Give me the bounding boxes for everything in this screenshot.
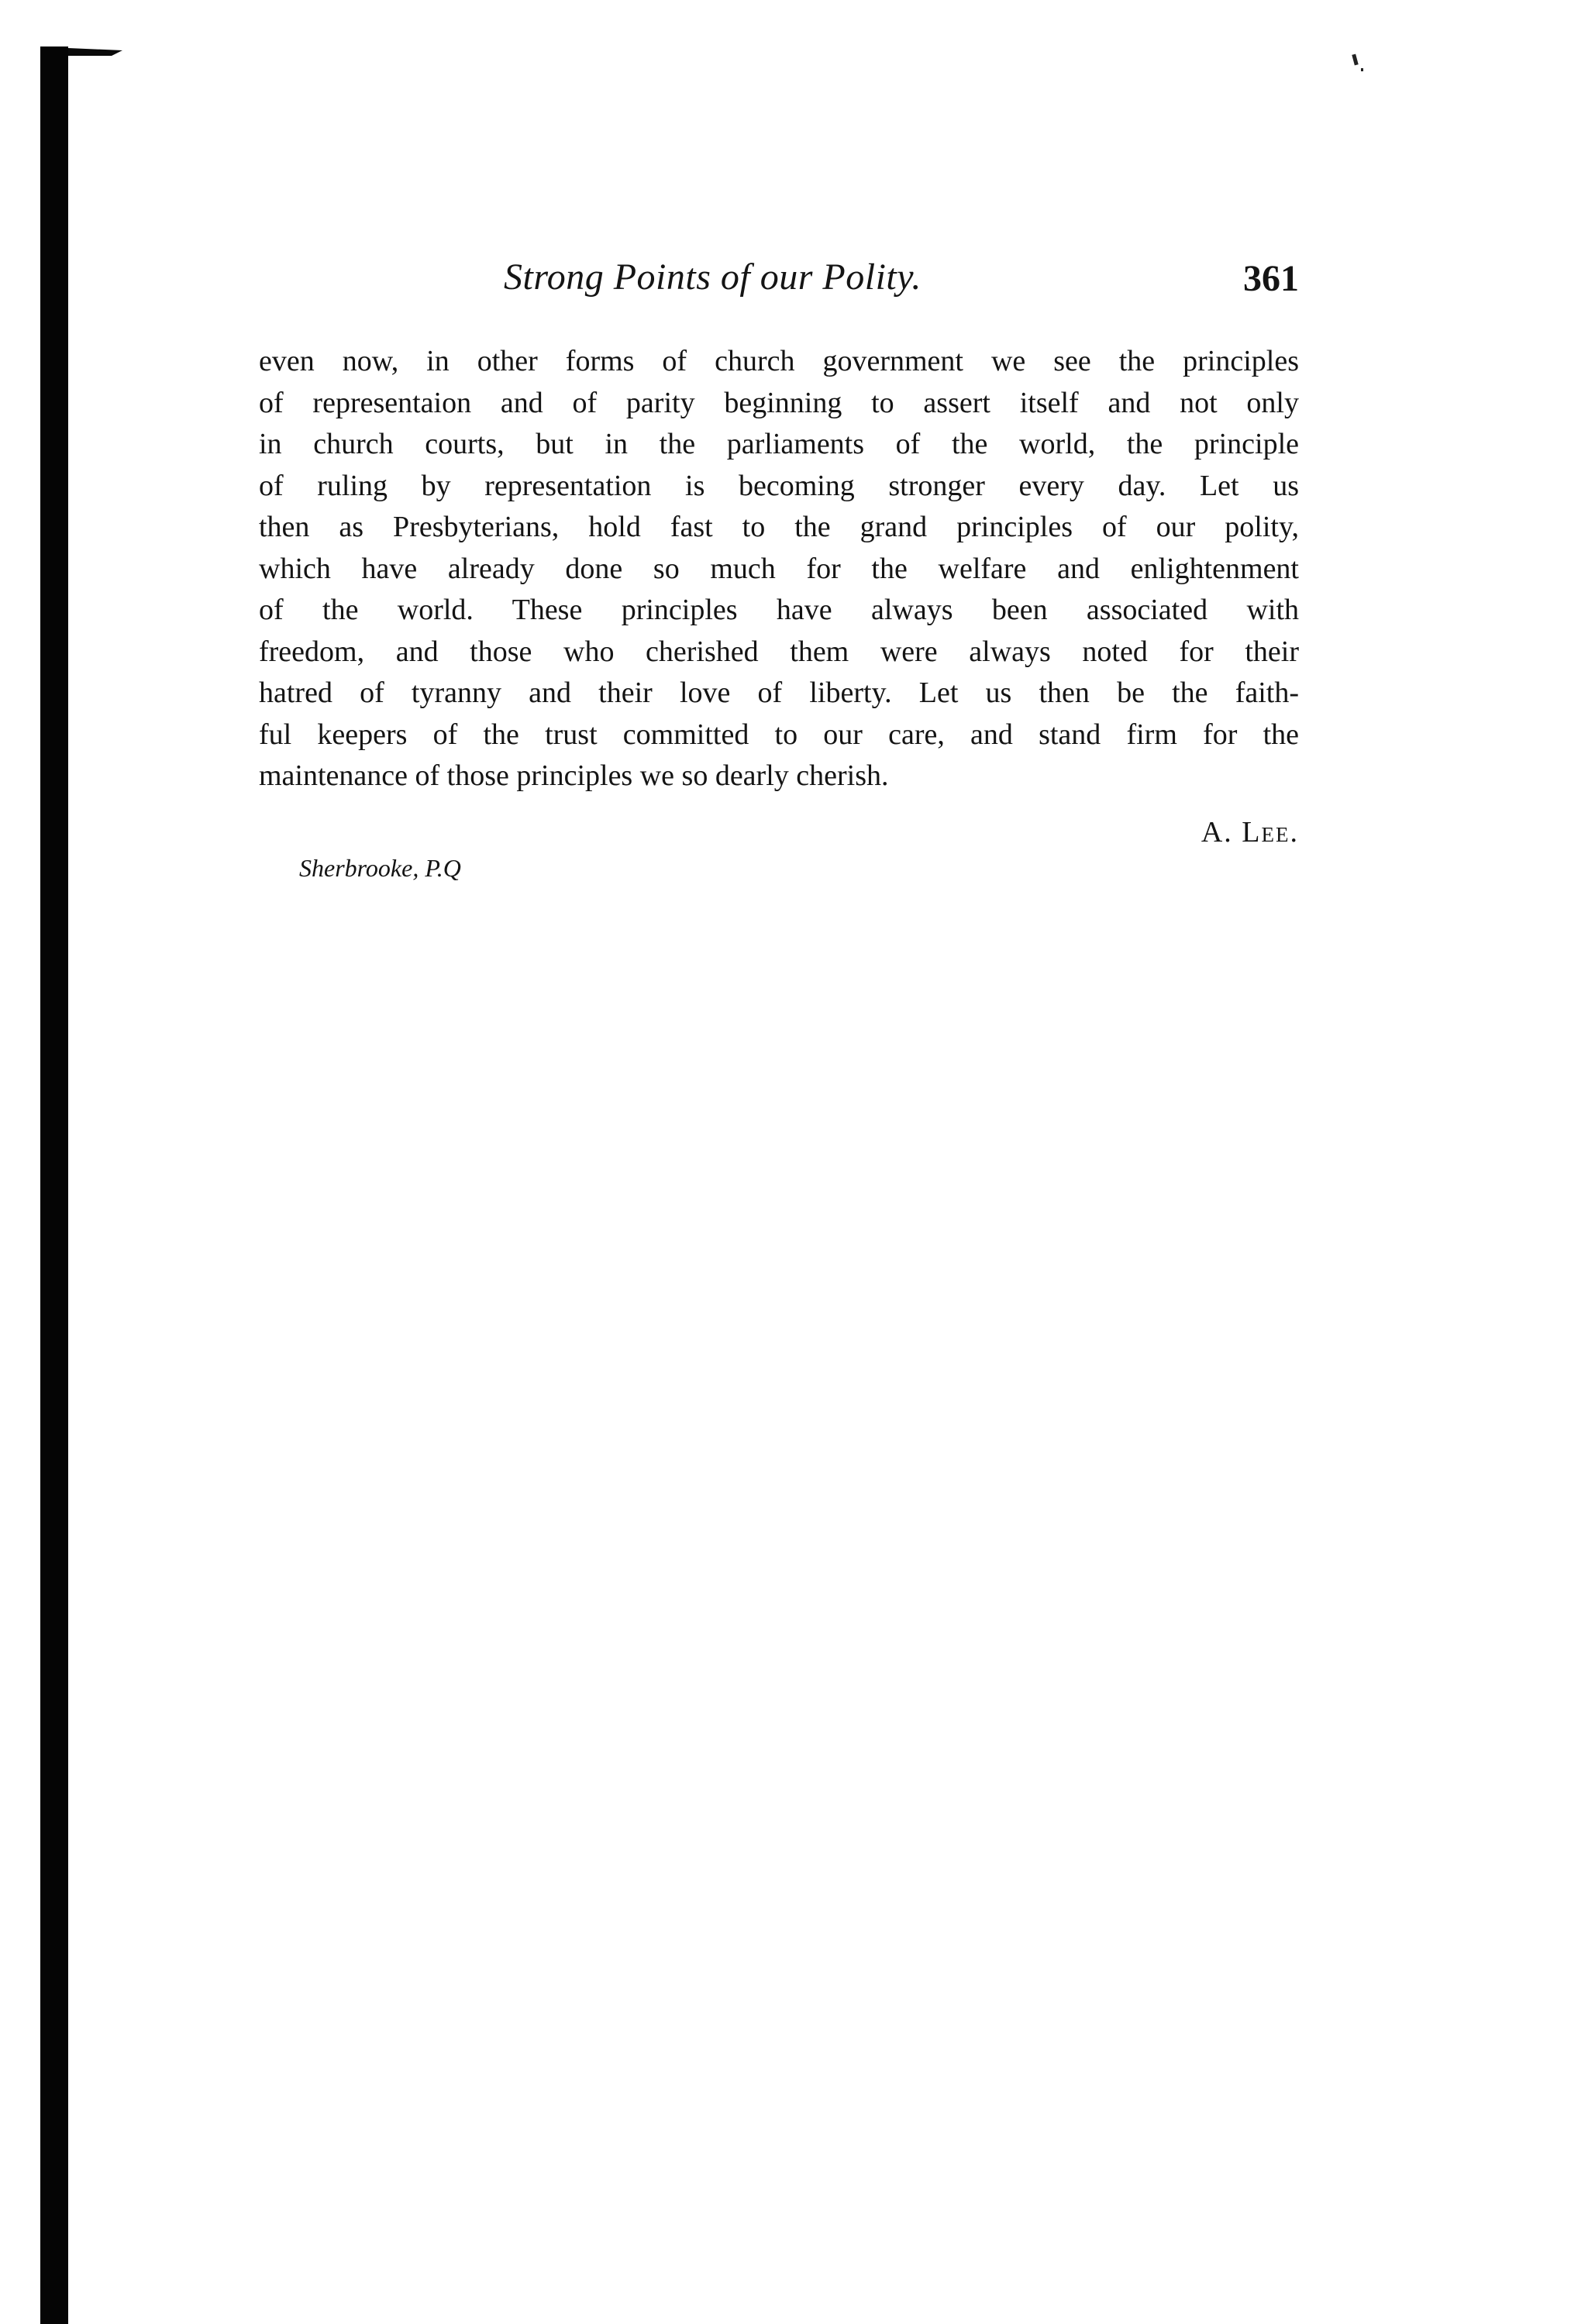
text-line: ful keepers of the trust committed to our care, and stand firm for the — [259, 718, 1299, 751]
scan-speck — [1361, 68, 1363, 71]
text-line: which have already done so much for the welfare and enlightenment — [259, 552, 1299, 585]
text-line: of representaion and of parity beginning to assert itself and not only — [259, 386, 1299, 419]
scan-speck — [1352, 54, 1358, 66]
body-paragraph — [259, 341, 1299, 797]
author-name: A. Lee. — [1201, 816, 1299, 849]
text-line: of the world. These principles have always been associated with — [259, 594, 1299, 626]
text-line: then as Presbyterians, hold fast to the grand principles of our polity, — [259, 511, 1299, 543]
text-line: hatred of tyranny and their love of liberty. Let us then be the faith- — [259, 677, 1299, 709]
text-line: of ruling by representation is becoming stronger every day. Let us — [259, 469, 1299, 502]
text-line: freedom, and those who cherished them were always noted for their — [259, 635, 1299, 668]
running-title: Strong Points of our Polity. — [504, 257, 922, 298]
running-head — [256, 256, 1299, 310]
place-line: Sherbrooke, P.Q — [299, 854, 461, 882]
page-number: 361 — [1243, 258, 1299, 299]
page-binding-edge — [40, 46, 68, 2324]
text-line: maintenance of those principles we so dearly cherish. — [259, 759, 889, 792]
text-line: even now, in other forms of church government we see the principles — [259, 345, 1299, 377]
binding-notch — [68, 48, 122, 56]
text-line: in church courts, but in the parliaments of the world, the principle — [259, 428, 1299, 460]
author-signature — [1201, 815, 1299, 849]
